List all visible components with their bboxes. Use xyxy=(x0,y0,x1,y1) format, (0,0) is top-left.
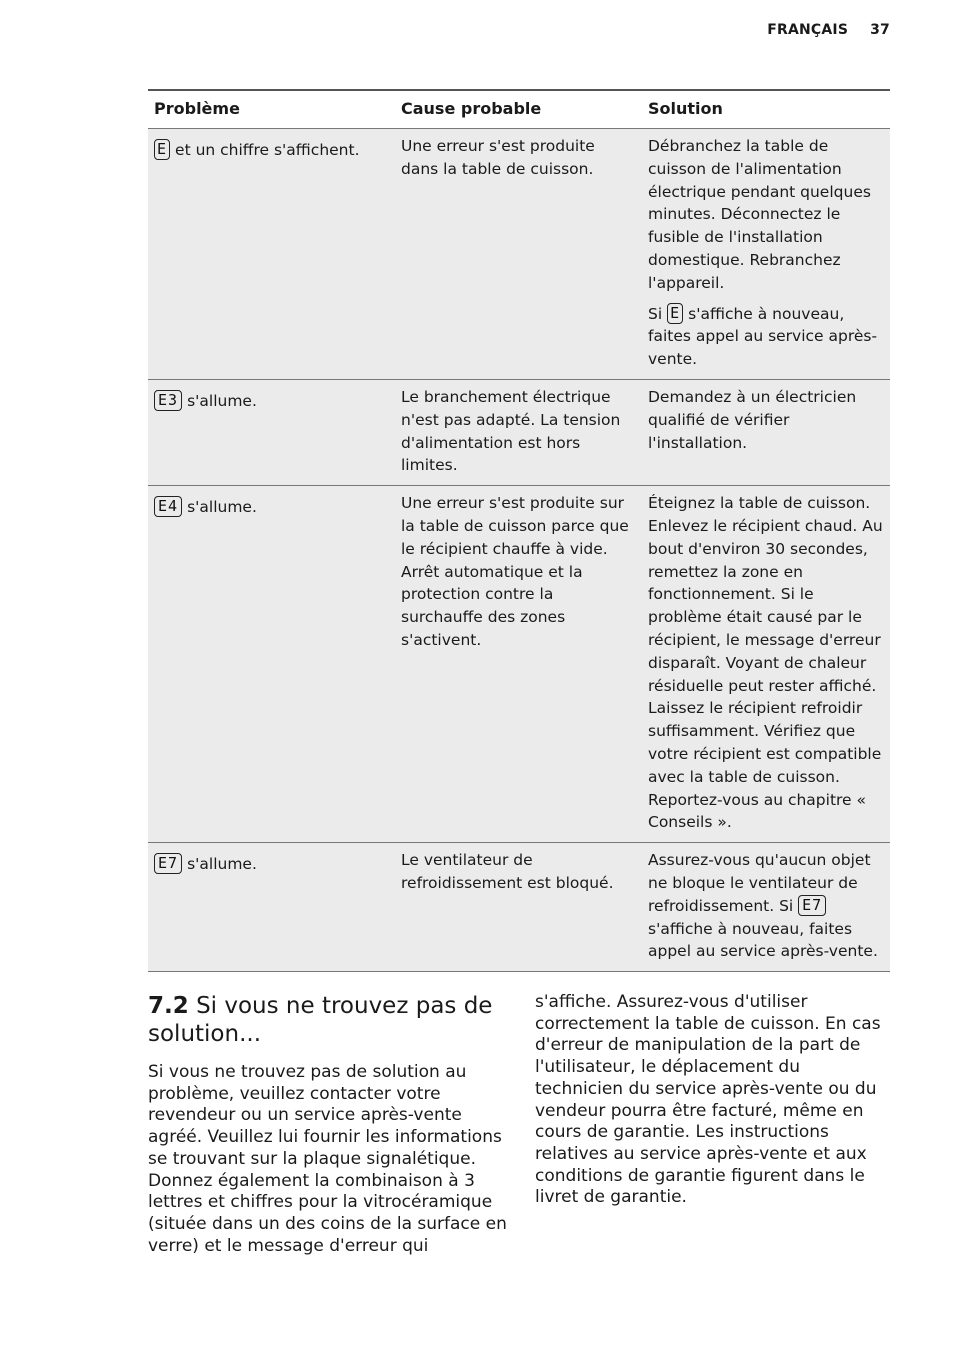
section-right-column xyxy=(535,992,890,1209)
solution-text-extra xyxy=(648,303,884,371)
problem-text: s'allume. xyxy=(187,391,257,410)
section-heading xyxy=(148,992,508,1048)
error-code-display: E4 xyxy=(154,496,182,517)
error-code-display: E xyxy=(667,303,683,324)
error-code-display: E7 xyxy=(154,853,182,874)
problem-text: s'allume. xyxy=(187,498,257,517)
section-title: Si vous ne trouvez pas de solution... xyxy=(148,993,493,1047)
solution-cell xyxy=(642,843,890,972)
problem-cell xyxy=(148,129,395,380)
solution-cell xyxy=(642,486,890,843)
section-paragraph-right: s'affiche. Assurez-vous d'utiliser correctement la table de cuisson. En cas d'erreur de manipulation de la part de l'utilisateur, le déplacement du technicien du service après-vente ou du vendeur pourra être facturé, même en cours de garantie. Les instructions relatives au service après-vente et aux conditions de garantie figurent dans le livret de garantie. xyxy=(535,992,881,1208)
cause-text: Une erreur s'est produite sur la table de cuisson parce que le récipient chauffe à vide. Arrêt automatique et la protection contre la surchauffe des zones s'activent. xyxy=(401,494,629,649)
troubleshooting-table xyxy=(148,89,890,972)
section-number: 7.2 xyxy=(148,993,189,1019)
solution-text: Éteignez la table de cuisson. Enlevez le récipient chaud. Au bout d'environ 30 secondes, remettez la zone en fonctionnement. Si le problème était causé par le récipient, le message d'erreur disparaît. Voyant de chaleur résiduelle peut rester affiché. Laissez le récipient refroidir suffisamment. Vérifiez que votre récipient est compatible avec la table de cuisson. xyxy=(648,494,883,786)
solution-prefix: Assurez-vous qu'aucun objet ne bloque le ventilateur de refroidissement. Si xyxy=(648,851,871,915)
table-row xyxy=(148,379,890,485)
column-header-cause: Cause probable xyxy=(395,90,642,129)
solution-text-extra: Reportez-vous au chapitre « Conseils ». xyxy=(648,790,867,832)
column-header-solution: Solution xyxy=(642,90,890,129)
table-row xyxy=(148,843,890,972)
cause-text: Une erreur s'est produite dans la table de cuisson. xyxy=(401,137,595,178)
section-paragraph-left: Si vous ne trouvez pas de solution au problème, veuillez contacter votre revendeur ou un service après-vente agréé. Veuillez lui fournir les informations se trouvant sur la plaque signalétique. Donnez également la combinaison à 3 lettres et chiffres pour la vitrocéramique (située dans un des coins de la surface en verre) et le message d'erreur qui xyxy=(148,1062,507,1256)
solution-text: Demandez à un électricien qualifié de vérifier l'installation. xyxy=(648,387,857,452)
cause-cell xyxy=(395,129,642,380)
solution-suffix: s'affiche à nouveau, faites appel au service après-vente. xyxy=(648,919,878,961)
problem-text: et un chiffre s'affichent. xyxy=(175,141,360,159)
section-left-column xyxy=(148,992,508,1257)
table-row xyxy=(148,486,890,843)
solution-cell xyxy=(642,379,890,485)
error-code-display: E3 xyxy=(154,390,182,411)
cause-cell xyxy=(395,379,642,485)
page-header xyxy=(767,22,890,38)
table-row xyxy=(148,129,890,380)
solution-suffix: s'affiche à nouveau, faites appel au service après-vente. xyxy=(648,304,878,369)
cause-cell xyxy=(395,843,642,972)
solution-text xyxy=(648,849,884,963)
cause-cell xyxy=(395,486,642,843)
problem-cell xyxy=(148,379,395,485)
solution-cell xyxy=(642,129,890,380)
table-header-row xyxy=(148,90,890,129)
problem-text: s'allume. xyxy=(187,855,257,874)
page-number: 37 xyxy=(870,22,890,38)
problem-cell xyxy=(148,843,395,972)
column-header-problem: Problème xyxy=(148,90,395,129)
cause-text: Le ventilateur de refroidissement est bloqué. xyxy=(401,851,614,892)
problem-cell xyxy=(148,486,395,843)
solution-prefix: Si xyxy=(648,304,663,323)
error-code-display: E7 xyxy=(798,895,826,916)
header-language: FRANÇAIS xyxy=(767,22,849,38)
solution-text: Débranchez la table de cuisson de l'alimentation électrique pendant quelques minutes. Déconnectez le fusible de l'installation domestique. Rebranchez l'appareil. xyxy=(648,137,871,292)
cause-text: Le branchement électrique n'est pas adapté. La tension d'alimentation est hors limites. xyxy=(401,387,621,475)
error-code-display: E xyxy=(154,139,170,160)
